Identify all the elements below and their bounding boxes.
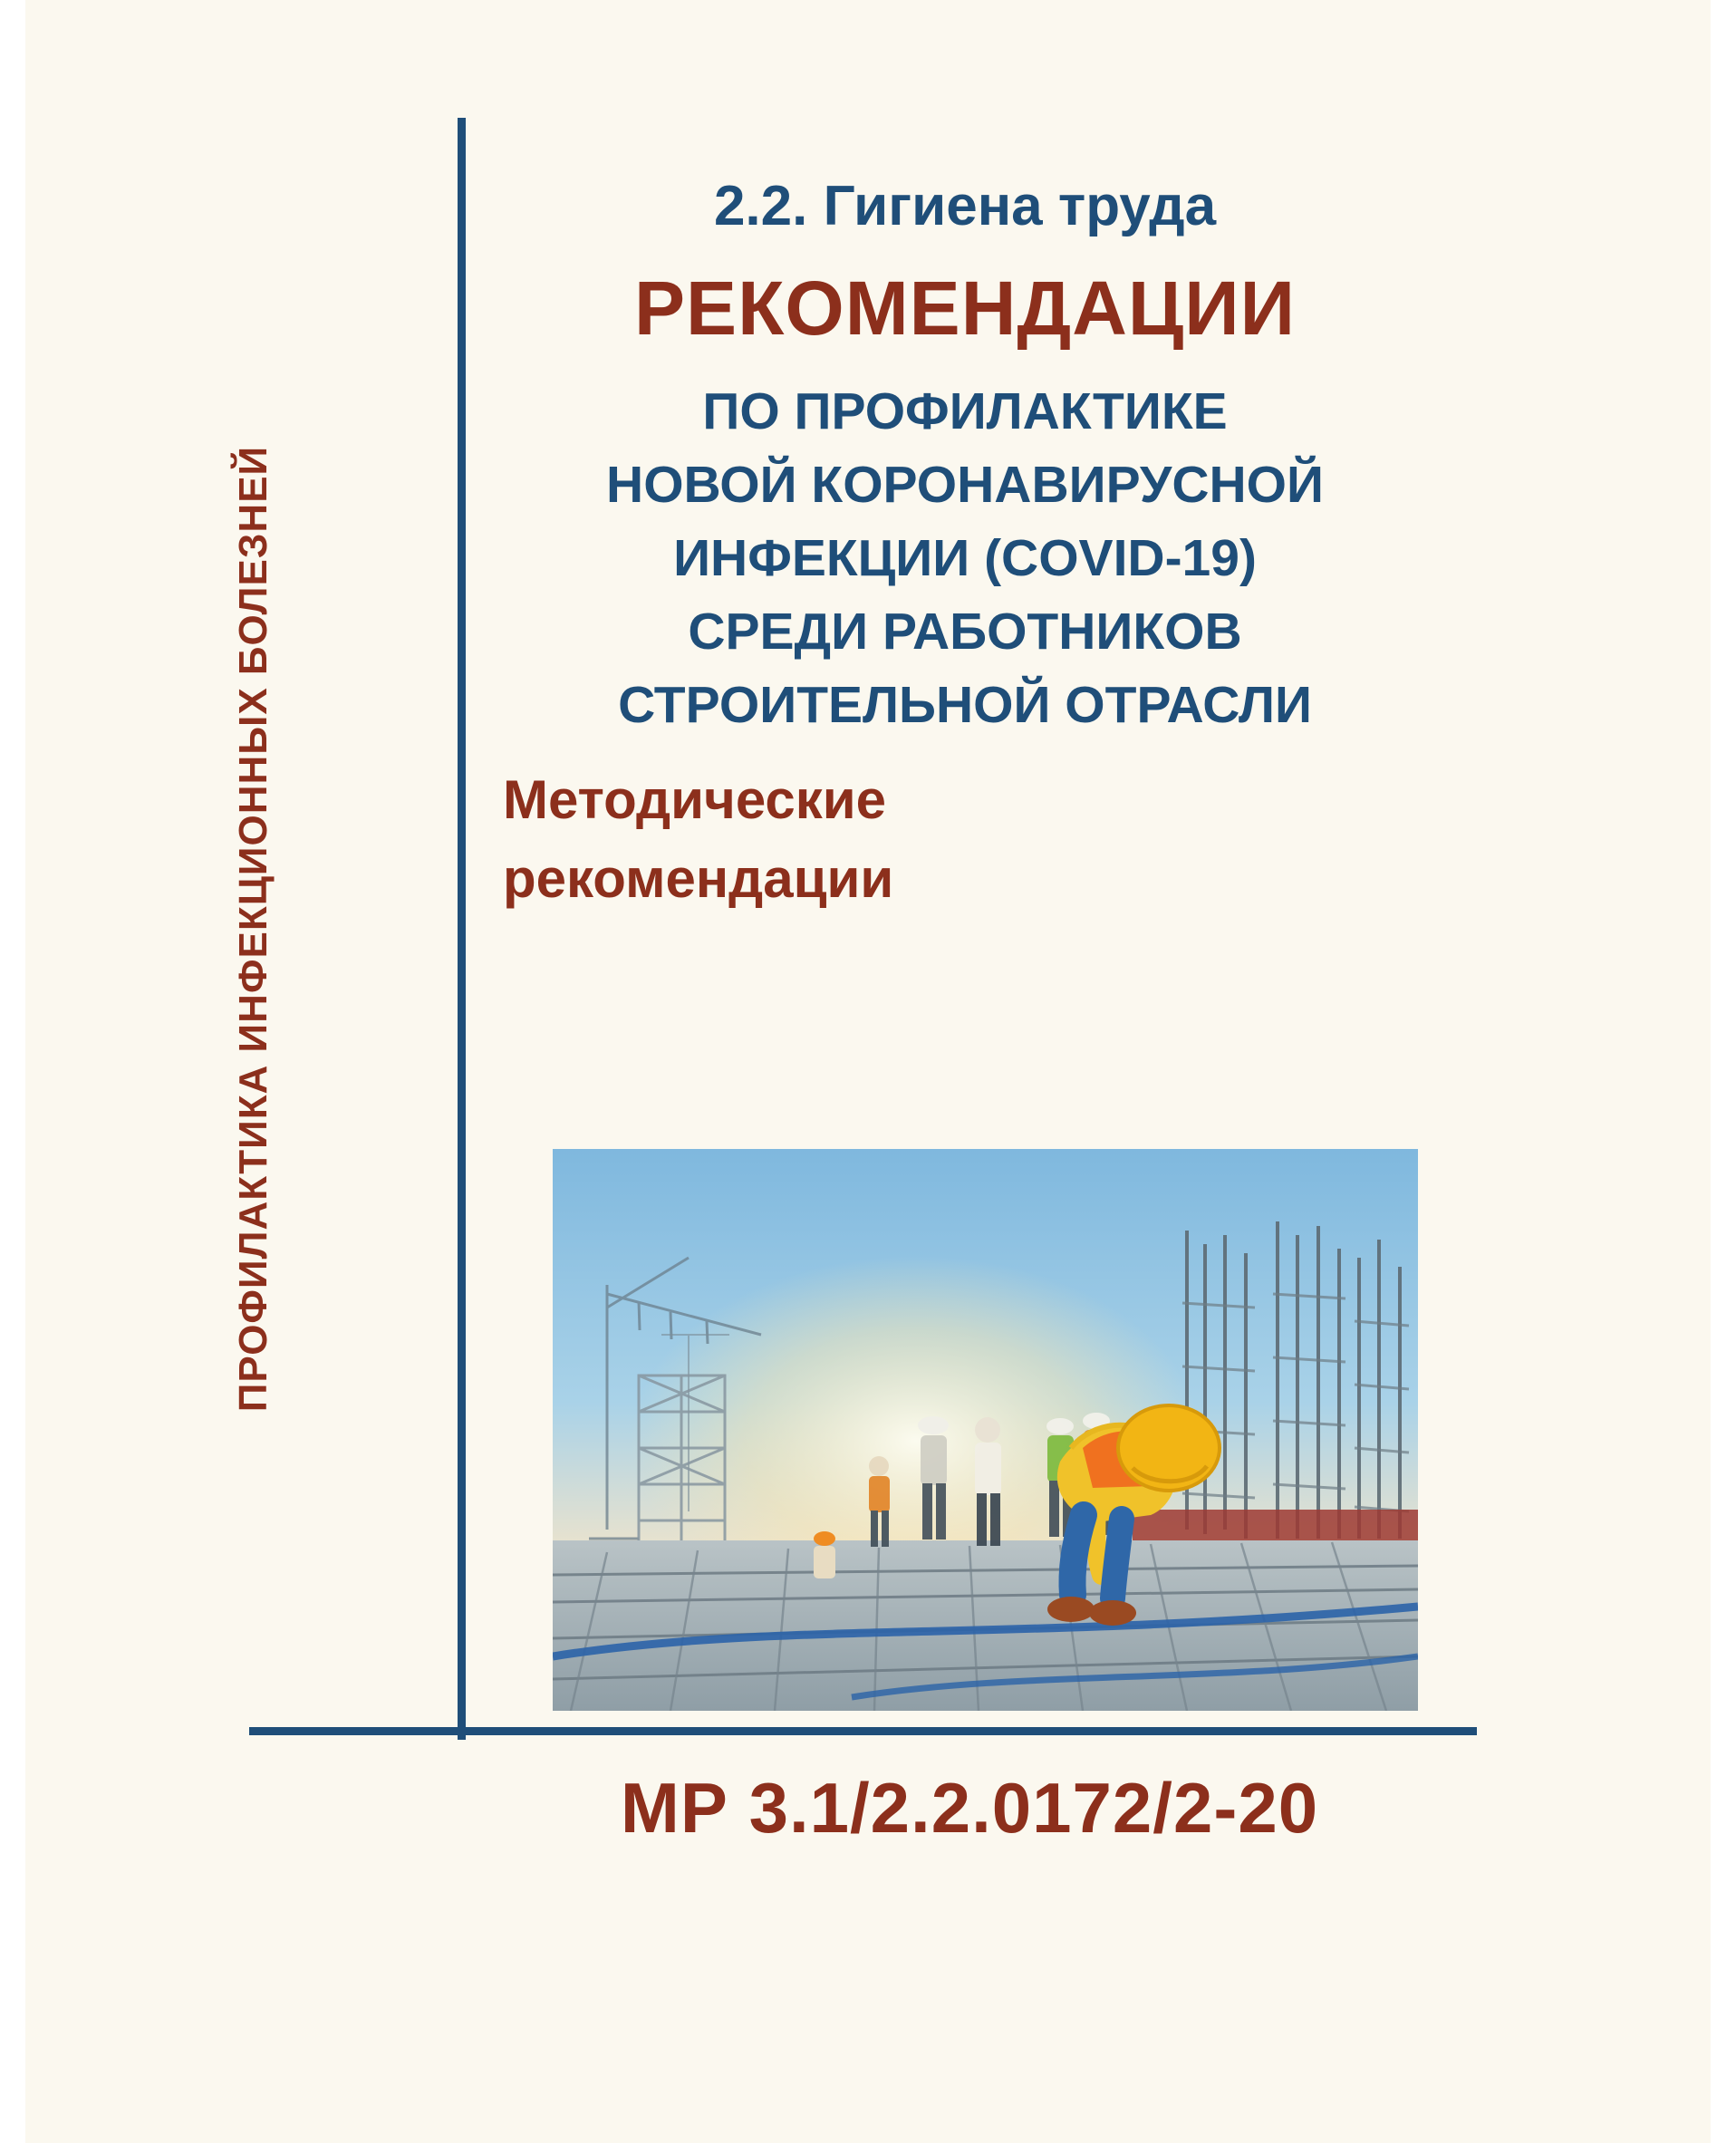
cover-photo (553, 1149, 1418, 1711)
subtitle-list (494, 375, 1436, 742)
horizontal-divider-rule (249, 1727, 1477, 1735)
section-number: 2.2. Гигиена труда (713, 175, 1217, 237)
document-type-line-2: рекомендации (503, 847, 894, 909)
subtitle-line-2: НОВОЙ КОРОНАВИРУСНОЙ (606, 456, 1324, 515)
document-type (494, 760, 1436, 918)
series-title: ПРОФИЛАКТИКА ИНФЕКЦИОННЫХ БОЛЕЗНЕЙ (231, 445, 275, 1413)
page-title: РЕКОМЕНДАЦИИ (634, 265, 1296, 352)
subtitle-line-5: СТРОИТЕЛЬНОЙ ОТРАСЛИ (618, 676, 1312, 735)
document-code: МР 3.1/2.2.0172/2-20 (620, 1768, 1319, 1848)
subtitle-line-3: ИНФЕКЦИИ (COVID-19) (673, 529, 1257, 588)
subtitle-line-4: СРЕДИ РАБОТНИКОВ (688, 603, 1242, 661)
subtitle-line-1: ПО ПРОФИЛАКТИКЕ (702, 382, 1228, 441)
vertical-divider-rule (458, 118, 466, 1740)
document-type-line-1: Методические (503, 768, 887, 830)
title-block (494, 177, 1436, 918)
